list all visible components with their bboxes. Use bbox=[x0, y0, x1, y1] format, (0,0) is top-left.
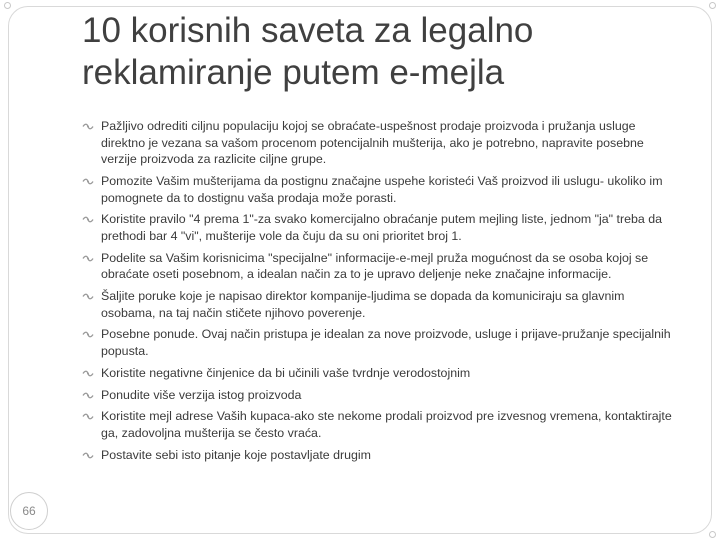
flourish-bullet-icon bbox=[82, 413, 94, 420]
flourish-bullet-icon bbox=[82, 370, 94, 377]
flourish-bullet-icon bbox=[82, 293, 94, 300]
flourish-bullet-icon bbox=[82, 178, 94, 185]
bullet-item bbox=[82, 326, 682, 359]
page-number-badge bbox=[10, 492, 48, 530]
bullet-text: Postavite sebi isto pitanje koje postavljate drugim bbox=[101, 447, 371, 462]
flourish-bullet-icon bbox=[82, 123, 94, 130]
bullet-item bbox=[82, 387, 682, 404]
bullet-item bbox=[82, 288, 682, 321]
bullet-text: Pažljivo odrediti ciljnu populaciju kojoj se obraćate-uspešnost prodaje proizvoda i pružanja usluge direktno je vezana sa vašom procenom potencijalnih mušterija, ako je potrebno, napravite posebne verzije proizvoda za razlicite ciljne grupe. bbox=[101, 119, 644, 167]
bullet-item bbox=[82, 447, 682, 464]
bullet-item bbox=[82, 250, 682, 283]
bullet-list bbox=[82, 118, 682, 469]
bullet-text: Posebne ponude. Ovaj način pristupa je idealan za nove proizvode, usluge i prijave-pružanje specijalnih popusta. bbox=[101, 327, 671, 359]
bullet-item bbox=[82, 211, 682, 244]
bullet-item bbox=[82, 408, 682, 441]
slide-title-line-2: reklamiranje putem e-mejla bbox=[82, 53, 505, 92]
bullet-text: Podelite sa Vašim korisnicima "specijalne" informacije-e-mejl pruža mogućnost da se osoba kojoj se obraćate oseti posebnom, a idealan način za to je upravo deljenje neke značajne informacije. bbox=[101, 250, 649, 282]
flourish-bullet-icon bbox=[82, 331, 94, 338]
bullet-text: Koristite mejl adrese Vaših kupaca-ako ste nekome prodali proizvod pre izvesnog vremena, kontaktirajte ga, zadovoljna mušterija se često vraća. bbox=[101, 409, 672, 440]
slide-title-line-1: 10 korisnih saveta za legalno bbox=[82, 11, 534, 50]
bullet-text: Koristite negativne činjenice da bi učinili vaše tvrdnje verodostojnim bbox=[101, 365, 471, 380]
frame-corner-dot-bottom-right bbox=[709, 531, 716, 538]
page-number: 66 bbox=[22, 504, 36, 518]
bullet-item bbox=[82, 118, 682, 168]
slide-title bbox=[82, 10, 682, 94]
frame-corner-dot-top-left bbox=[4, 2, 11, 9]
bullet-text: Pomozite Vašim mušterijama da postignu značajne uspehe koristeći Vaš proizvod ili uslugu- ukoliko im pomognete da to dostignu vaša prodaja može porasti. bbox=[101, 173, 663, 205]
bullet-text: Koristite pravilo "4 prema 1"-za svako komercijalno obraćanje putem mejling liste, jednom "ja" treba da prethodi bar 4 "vi", mušterije vole da čuju da su oni prioritet broj 1. bbox=[101, 212, 662, 243]
frame-corner-dot-top-right bbox=[709, 2, 716, 9]
bullet-text: Ponudite više verzija istog proizvoda bbox=[101, 387, 302, 402]
bullet-text: Šaljite poruke koje je napisao direktor kompanije-ljudima se dopada da komuniciraju sa glavnim osobama, na taj način stičete njihovo poverenje. bbox=[101, 289, 625, 320]
flourish-bullet-icon bbox=[82, 255, 94, 262]
flourish-bullet-icon bbox=[82, 216, 94, 223]
bullet-item bbox=[82, 365, 682, 382]
flourish-bullet-icon bbox=[82, 452, 94, 459]
bullet-item bbox=[82, 173, 682, 206]
flourish-bullet-icon bbox=[82, 392, 94, 399]
